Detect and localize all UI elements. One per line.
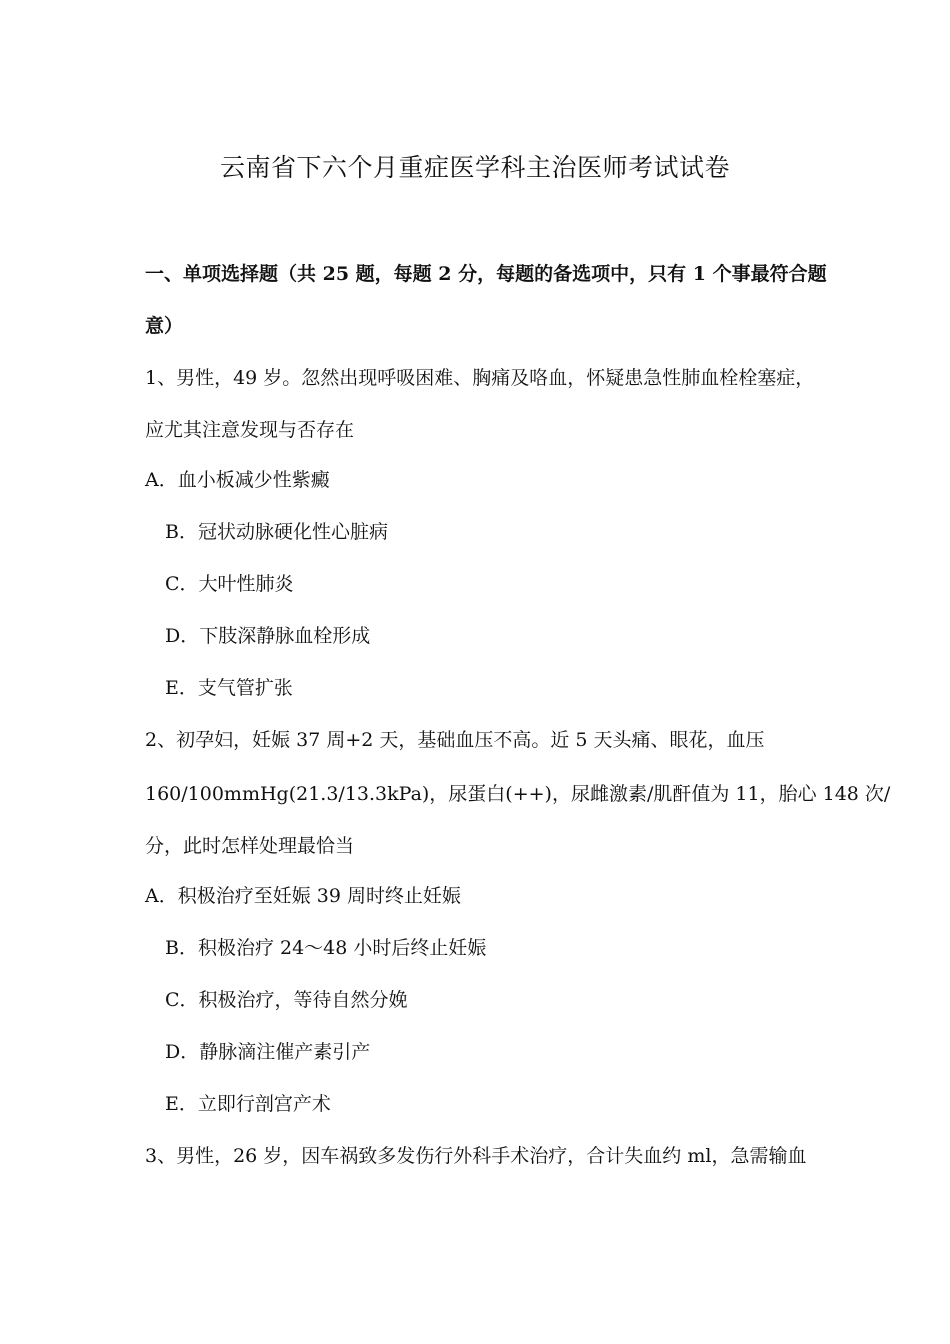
question-1-line-2: 应尤其注意发现与否存在 [145,419,355,441]
question-2-option-e: E．立即行剖宫产术 [165,1093,331,1115]
question-2-option-a: A．积极治疗至妊娠 39 周时终止妊娠 [145,885,461,907]
section-heading-line-1: 一、单项选择题（共 25 题，每题 2 分，每题的备选项中，只有 1 个事最符合题 [145,263,827,285]
section-heading-line-2: 意） [145,315,184,337]
question-1-option-a: A．血小板减少性紫癜 [145,469,330,491]
question-2-option-d: D．静脉滴注催产素引产 [165,1041,371,1063]
question-1-option-b: B．冠状动脉硬化性心脏病 [165,521,388,543]
question-1-option-e: E．支气管扩张 [165,677,293,699]
question-2-line-3: 分，此时怎样处理最恰当 [145,835,355,857]
question-2-option-c: C．积极治疗，等待自然分娩 [165,989,408,1011]
document-title: 云南省下六个月重症医学科主治医师考试试卷 [219,153,730,182]
question-2-line-2: 160/100mmHg(21.3/13.3kPa)，尿蛋白(++)，尿雌激素/肌酐值为 11，胎心 148 次/ [145,783,891,805]
question-3-line-1: 3、男性，26 岁，因车祸致多发伤行外科手术治疗，合计失血约 ml，急需输血 [145,1145,807,1167]
question-1-option-d: D．下肢深静脉血栓形成 [165,625,371,647]
question-2-line-1: 2、初孕妇，妊娠 37 周+2 天，基础血压不高。近 5 天头痛、眼花，血压 [145,729,765,751]
question-1-line-1: 1、男性，49 岁。忽然出现呼吸困难、胸痛及咯血，怀疑患急性肺血栓栓塞症， [145,367,815,389]
question-2-option-b: B．积极治疗 24～48 小时后终止妊娠 [165,937,487,959]
question-1-option-c: C．大叶性肺炎 [165,573,294,595]
